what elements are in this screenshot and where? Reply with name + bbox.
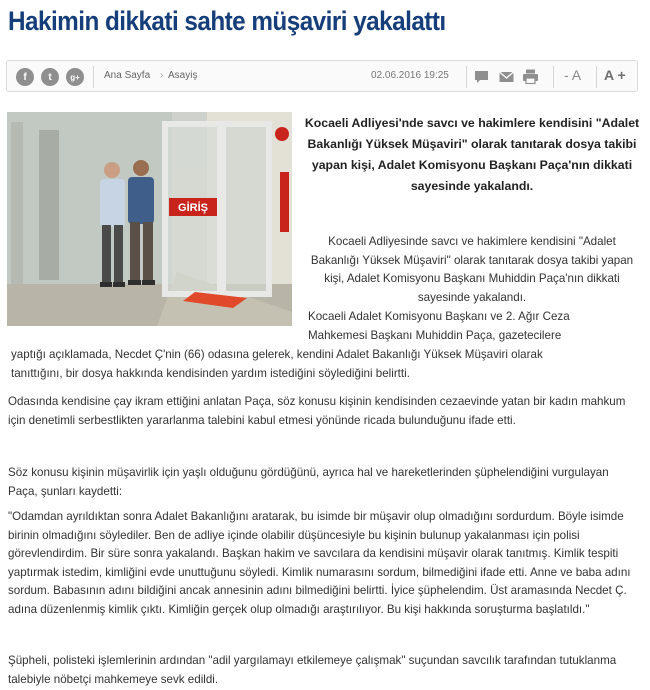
article-toolbar xyxy=(6,60,638,92)
publish-date: 02.06.2016 19:25 xyxy=(371,70,449,81)
article-paragraph: Şüpheli, polisteki işlemlerinin ardından "adil yargılamayı etkilemeye çalışmak" suçundan savcılık tarafından tutuklanma talebiyle nöbetçi mahkemeye sevk edildi. xyxy=(8,654,617,686)
article-lead: Kocaeli Adliyesi'nde savcı ve hakimlere kendisini "Adalet Bakanlığı Yüksek Müşaviri" olarak tanıtarak dosya takibi yapan kişi, Adalet Komisyonu Başkanı Paça'nın dikkati sayesinde yakalandı. xyxy=(304,116,640,193)
google-plus-icon[interactable]: g+ xyxy=(66,68,84,86)
article-paragraph: Odasında kendisine çay ikram ettiğini anlatan Paça, söz konusu kişinin kendisinden cezaevinde yatan bir kadın mahkum için denetimli serbestlikten yararlanma talebini kabul etmesi yönünde ricada bulunduğunu ifade etti. xyxy=(8,395,626,427)
breadcrumb-home[interactable]: Ana Sayfa xyxy=(104,70,151,81)
breadcrumb-separator: › xyxy=(160,70,164,81)
print-icon[interactable] xyxy=(522,68,539,85)
intro-line: tanıttığını, bir dosya hakkında kendisinden yardım istediğini söylediğini belirtti. xyxy=(11,367,410,380)
twitter-icon[interactable]: t xyxy=(41,68,59,86)
divider xyxy=(93,66,94,88)
article-quote: "Odamdan ayrıldıktan sonra Adalet Bakanlığını aratarak, bu isimde bir müşavir olup olmadığını sordurdum. Böyle isimde birinin olmadığını söylediler. Ben de adliye içinde olabilir düşüncesiyle bu kişinin bulunup yakalanması için polisi görevlendirdim. Bir süre sonra yakalandı. Başkan hakim ve savcılara da kendisini müşavir olarak tanıtmış. Kimlik tespiti yaptırmak istedim, kimliğini evde unuttuğunu söyledi. Kimlik numarasını sordum, bilmediğini ifade etti. Anne ve baba adını sordum. Babasının adını bildiğini ancak annesinin adını bilmediğini belirtti. İyice şüphelendim. Üst aramasında Necdet Ç. adına düzenlenmiş kimlik çıktı. Kimliğin gerçek olup olmadığı araştırılıyor. Bu kişi hakkında soruşturma başlatıldı." xyxy=(8,510,631,616)
mail-icon[interactable] xyxy=(498,68,515,85)
comment-icon[interactable] xyxy=(473,68,490,85)
divider xyxy=(596,66,597,88)
font-decrease-button[interactable]: - A xyxy=(564,67,582,83)
divider xyxy=(466,66,467,88)
intro-line: yaptığı açıklamada, Necdet Ç'nin (66) odasına gelerek, kendini Adalet Bakanlığı Yüksek Müşaviri olarak xyxy=(11,348,543,361)
intro-line: Mahkemesi Başkanı Muhiddin Paça, gazetecilere xyxy=(308,329,562,342)
divider xyxy=(553,66,554,88)
article-paragraph: Söz konusu kişinin müşavirlik için yaşlı olduğunu gördüğünü, ayrıca hal ve hareketlerinden şüphelendiğini vurgulayan Paça, şunları kaydetti: xyxy=(8,466,609,498)
breadcrumb-category[interactable]: Asayiş xyxy=(168,70,198,81)
facebook-icon[interactable]: f xyxy=(16,68,34,86)
article-photo xyxy=(7,112,292,326)
photo-entrance-sign: GİRİŞ xyxy=(178,202,208,214)
intro-paragraph: Kocaeli Adliyesinde savcı ve hakimlere kendisini "Adalet Bakanlığı Yüksek Müşaviri" olarak tanıtarak dosya takibi yapan kişi, Adalet Komisyonu Başkanı Muhiddin Paça'nın dikkati sayesinde yakalandı. xyxy=(310,235,634,304)
intro-line: Kocaeli Adalet Komisyonu Başkanı ve 2. Ağır Ceza xyxy=(308,310,570,323)
font-increase-button[interactable]: A + xyxy=(604,67,626,83)
article-title: Hakimin dikkati sahte müşaviri yakalattı xyxy=(8,6,446,36)
